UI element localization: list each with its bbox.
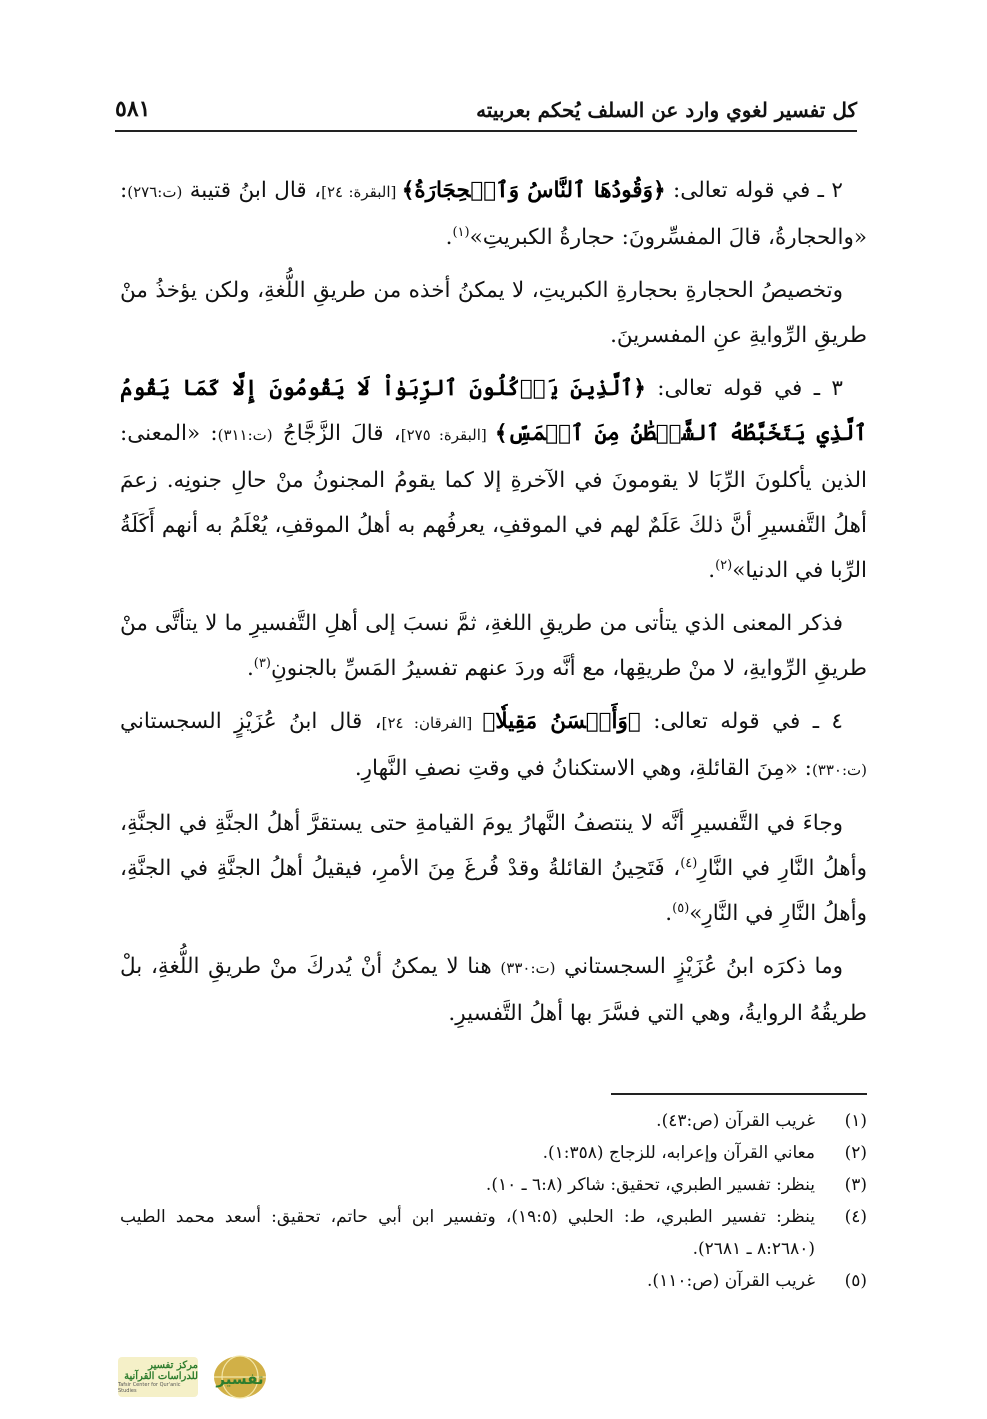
text-segment: فذكر المعنى الذي يتأتى من طريقِ اللغةِ، ثمَّ نسبَ إلى أهلِ التَّفسيرِ ما لا يتأتَّى منْ طريقِ الرِّوايةِ، لا منْ طريقِها، مع أنَّه وردَ عنهم تفسيرُ المَسِّ بالجنونِ	[120, 611, 867, 681]
footnote-number: (٣)	[844, 1175, 867, 1195]
footnote-marker: (١)	[452, 224, 470, 240]
running-title: كل تفسير لغوي وارد عن السلف يُحكم بعربيته	[476, 98, 857, 122]
death-date: (ت:٣٣٠)	[500, 959, 556, 977]
footnote-text: ينظر: تفسير الطبري، تحقيق: شاكر (٦:٨ ـ ١٠).	[485, 1175, 815, 1195]
footnote-number: (١)	[844, 1111, 867, 1131]
footnote-divider	[611, 1093, 867, 1095]
footnote-item	[120, 1137, 867, 1169]
punctuation: .	[445, 225, 453, 250]
tafsir-center-logo	[118, 1349, 268, 1405]
footnote-marker: (٤)	[680, 855, 698, 871]
footnotes	[120, 1105, 867, 1297]
logo-emblem-word: تفسير	[216, 1370, 264, 1388]
footnote-item	[120, 1169, 867, 1201]
footnote-text: غريب القرآن (ص:٤٣).	[656, 1111, 815, 1131]
text-segment: وما ذكرَه ابنُ عُزَيْزٍ السجستاني	[555, 954, 844, 979]
paragraph-example-2	[120, 168, 867, 260]
footnote-item	[120, 1201, 867, 1265]
paragraph-example-4	[120, 699, 867, 793]
logo-arabic-name: مركز تفسير للدراسات القرآنية	[124, 1360, 198, 1382]
quran-verse: ﴿وَأَحۡسَنُ مَقِيلٗا﴾	[482, 709, 641, 734]
logo-wordmark	[118, 1357, 198, 1397]
footnote-marker: (٢)	[715, 557, 733, 573]
verse-reference: [الفرقان: ٢٤]	[381, 714, 483, 732]
text-segment: ٢ ـ في قوله تعالى:	[665, 178, 843, 203]
footnote-item	[120, 1105, 867, 1137]
footnote-marker: (٣)	[253, 655, 271, 671]
text-segment: ٣ ـ في قوله تعالى:	[645, 376, 843, 401]
punctuation: .	[246, 656, 254, 681]
main-text	[120, 168, 867, 1044]
paragraph-commentary-4	[120, 944, 867, 1036]
footnote-number: (٤)	[844, 1207, 867, 1227]
text-segment: ، فَتَحِينُ القائلةُ وقدْ فُرغَ مِنَ الأمرِ، فيقيلُ أهلُ الجنَّةِ في الجنَّةِ، وأهلُ النَّارِ في النَّارِ»	[120, 856, 867, 926]
punctuation: .	[708, 558, 716, 583]
verse-reference: [البقرة: ٢٤]	[321, 183, 402, 201]
footnote-item	[120, 1265, 867, 1297]
paragraph-commentary-3	[120, 601, 867, 691]
footnote-number: (٥)	[844, 1271, 867, 1291]
footnote-text: معاني القرآن وإعرابه، للزجاج (١:٣٥٨).	[542, 1143, 815, 1163]
footnote-text: ينظر: تفسير الطبري، ط: الحلبي (١٩:٥)، وتفسير ابن أبي حاتم، تحقيق: أسعد محمد الطيب (٨:٢٦٨٠ ـ ٢٦٨١).	[120, 1207, 815, 1259]
death-date: (ت:٣٣٠)	[811, 761, 867, 779]
death-date: (ت:٢٧٦)	[127, 183, 183, 201]
quran-verse: ﴿وَقُودُهَا ٱلنَّاسُ وَٱلۡحِجَارَةُ﴾	[401, 178, 666, 203]
paragraph-commentary-2: وتخصيصُ الحجارةِ بحجارةِ الكبريتِ، لا يمكنُ أخذه من طريقِ اللُّغةِ، ولكن يؤخذُ منْ طريقِ الرِّوايةِ عنِ المفسرينَ.	[120, 278, 867, 348]
footnote-text: غريب القرآن (ص:١١٠).	[647, 1271, 815, 1291]
text-segment: ، قال ابنُ قتيبة	[182, 178, 322, 203]
text-segment: وجاءَ في التَّفسيرِ أنَّه لا ينتصفُ النَّهارُ يومَ القيامةِ حتى يستقرَّ أهلُ الجنَّةِ في الجنَّةِ، وأهلُ النَّارِ في النَّارِ	[120, 811, 867, 881]
text-segment: ٤ ـ في قوله تعالى:	[640, 709, 843, 734]
quote: : «والحجارةُ، قالَ المفسِّرونَ: حجارةُ الكبريتِ»	[120, 178, 867, 250]
paragraph-quote-continued	[120, 801, 867, 936]
paragraph-example-3	[120, 366, 867, 593]
quote: : «مِنَ القائلةِ، وهي الاستكنانُ في وقتِ نصفِ النَّهارِ.	[354, 756, 812, 781]
text-segment: هنا لا يمكنُ أنْ يُدركَ منْ طريقِ اللُّغةِ، بلْ طريقُهُ الروايةُ، وهي التي فسَّرَ بها أهلُ التَّفسيرِ.	[120, 954, 867, 1026]
page-header	[115, 88, 857, 132]
footnote-number: (٢)	[844, 1143, 867, 1163]
punctuation: .	[665, 901, 673, 926]
death-date: (ت:٣١١)	[217, 426, 273, 444]
quran-verse: ﴿ٱلَّذِينَ يَأۡكُلُونَ ٱلرِّبَوٰاْ لَا يَقُومُونَ إِلَّا كَمَا يَقُومُ ٱلَّذِي يَتَخَبَّطُهُ ٱلشَّيۡطَٰنُ مِنَ ٱلۡمَسِّ﴾	[120, 376, 867, 446]
globe-emblem-icon	[212, 1354, 268, 1400]
text-segment: ، قال ابنُ عُزَيْزٍ السجستاني	[120, 709, 382, 734]
text-segment: ، قالَ الزَّجَّاجُ	[272, 421, 401, 446]
verse-reference: [البقرة: ٢٧٥]	[400, 426, 495, 444]
page-number: ٥٨١	[115, 96, 151, 122]
quote: : «المعنى: الذين يأكلونَ الرِّبَا لا يقومونَ في الآخرةِ إلا كما يقومُ المجنونُ منْ حالِ جنونِه. زعمَ أهلُ التَّفسيرِ أنَّ ذلكَ عَلَمٌ لهم في الموقفِ، يعرفُهم به أهلُ الموقفِ، يُعْلَمُ به أنهم أَكَلَةُ الرِّبا في الدنيا»	[120, 421, 867, 583]
logo-english-name: Tafsir Center for Qur'anic Studies	[118, 1382, 181, 1394]
footnote-marker: (٥)	[672, 900, 690, 916]
